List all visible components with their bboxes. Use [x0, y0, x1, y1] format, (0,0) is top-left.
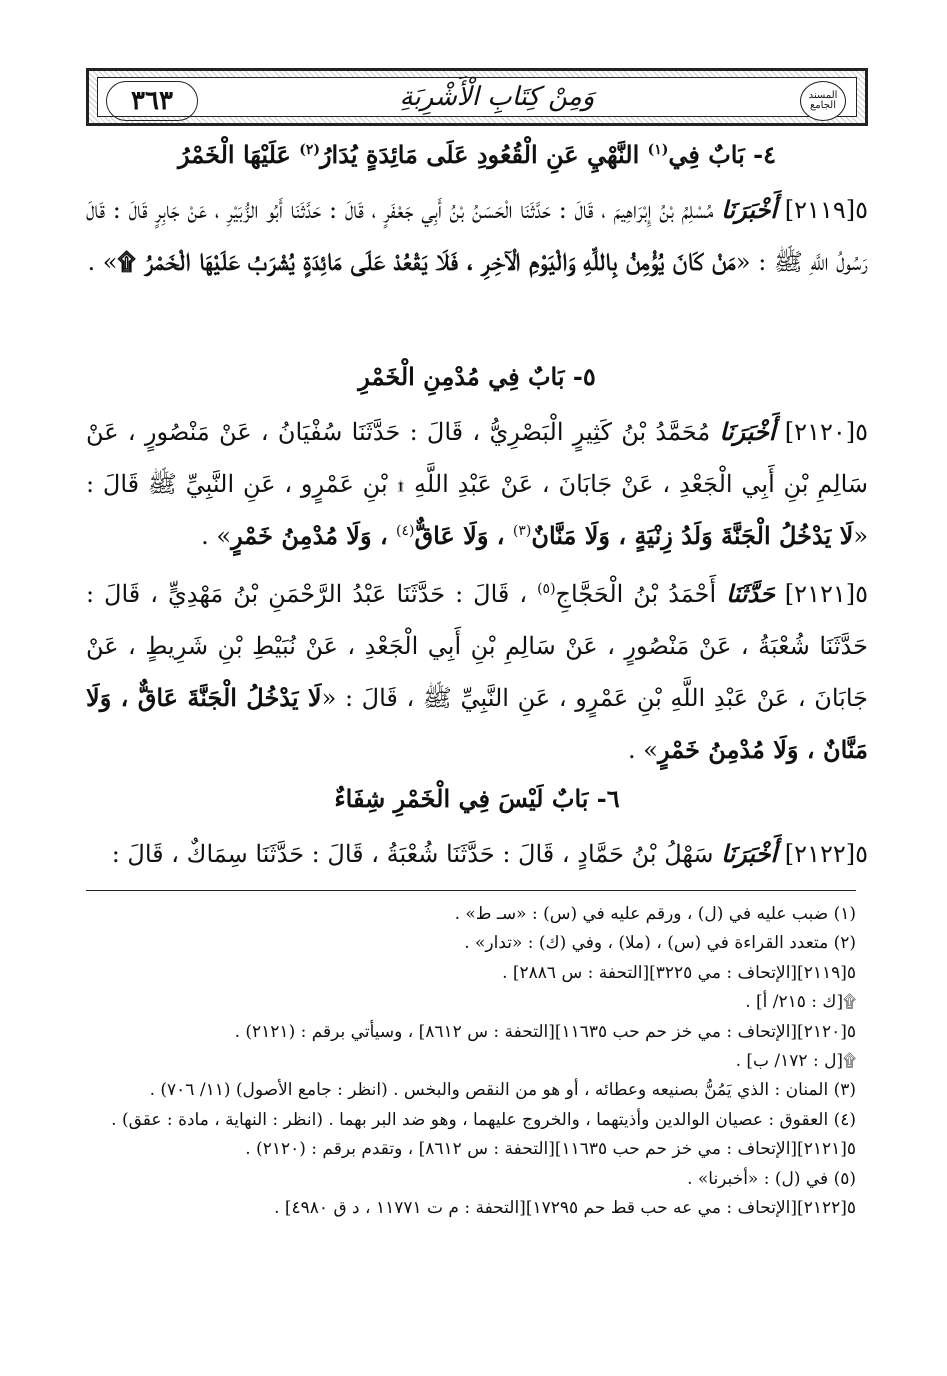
- footnote-line: ۩[ل : ١٧٢/ ب] .: [735, 1051, 856, 1072]
- footnote-ref: (٢): [299, 142, 320, 158]
- chapter-4-title-start: ٤- بَابٌ فِي: [668, 140, 776, 169]
- isnad-text: سَهْلُ بْنُ حَمَّادٍ ، قَالَ : حَدَّثَنَا شُعْبَةُ ، قَالَ : حَدَّثَنَا سِمَاكٌ ، قَالَ :: [111, 840, 722, 868]
- footnote-ref: (٥): [537, 581, 556, 597]
- medallion-text: المسند الجامع: [808, 90, 838, 111]
- closing-quote: » .: [87, 248, 118, 276]
- footnote-line: ٥[٢١٢٢][الإتحاف : مي عه حب قط حم ١٧٢٩٥][التحفة : م ت ١١٧٧١ ، د ق ٤٩٨٠] .: [274, 1198, 856, 1219]
- footnote-line: (٤) العقوق : عصيان الوالدين وأذيتهما ، والخروج عليهما ، وهو ضد البر بهما . (انظر : النهاية ، مادة : عقق) .: [111, 1109, 856, 1130]
- hadith-number: ٥[٢١٢٢]: [784, 840, 868, 868]
- footnote-separator: [86, 890, 856, 891]
- chapter-4-title-end: عَلَيْهَا الْخَمْرُ: [178, 140, 300, 169]
- transmission-verb: أَخْبَرَنَا: [721, 839, 778, 868]
- chapter-4-title-middle: النَّهْيِ عَنِ الْقُعُودِ عَلَى مَائِدَةٍ يُدَارُ: [319, 140, 648, 169]
- footnote-ref: (٣): [512, 523, 532, 539]
- chapter-heading-5: ٥- بَابٌ فِي مُدْمِنِ الْخَمْرِ: [358, 362, 596, 391]
- matn-text: لَا يَدْخُلُ الْجَنَّةَ عَاقٌّ ، وَلَا مَنَّانٌ ، وَلَا مُدْمِنُ خَمْرٍ: [86, 683, 868, 764]
- narrator-name: أَحْمَدُ بْنُ الْحَجَّاجِ: [555, 580, 727, 608]
- hadith-2120: [86, 406, 868, 562]
- footnote-line: ٥[٢١١٩][الإتحاف : مي ٣٢٢٥][التحفة : س ٢٨٨٦] .: [502, 962, 856, 983]
- footnotes: [86, 900, 856, 1223]
- footnote-ref: (٤): [396, 523, 415, 539]
- footnote-line: (١) ضبب عليه في (ل) ، ورقم عليه في (س) : «سـ ط» .: [454, 904, 856, 924]
- hadith-2122: [86, 828, 868, 880]
- transmission-verb: حَدَّثَنَا: [726, 579, 775, 608]
- transmission-verb: أَخْبَرَنَا: [721, 195, 778, 224]
- footnote-line: (٥) في (ل) : «أخبرنا» .: [687, 1168, 856, 1189]
- closing-quote: » .: [628, 736, 658, 764]
- publisher-medallion-icon: [800, 81, 846, 121]
- footnote-line: ٥[٢١٢١][الإتحاف : مي خز حم حب ١١٦٣٥][التحفة : س ٨٦١٢] ، وتقدم برقم : (٢١٢٠) .: [245, 1139, 856, 1160]
- isnad-text: مُسْلِمُ بْنُ إِبْرَاهِيمَ ، قَالَ : حَدَّثَنَا الْحَسَنُ بْنُ أَبِي جَعْفَرٍ ، قَالَ : حَدَّثَنَا أَبُو الزُّبَيْرِ ، عَنْ جَابِرٍ قَالَ : قَالَ رَسُولُ اللَّهِ ﷺ : «: [86, 196, 868, 276]
- closing-quote: » .: [201, 522, 232, 550]
- chapter-heading-4: [86, 140, 868, 169]
- footnote-line: (٢) متعدد القراءة في (س) ، (ملا) ، وفي (ك) : «تدار» .: [464, 933, 856, 954]
- footnote-line: ٥[٢١٢٠][الإتحاف : مي خز حم حب ١١٦٣٥][التحفة : س ٨٦١٢] ، وسيأتي برقم : (٢١٢١) .: [234, 1021, 856, 1042]
- isnad-text: مُحَمَّدُ بْنُ كَثِيرٍ الْبَصْرِيُّ ، قَالَ : حَدَّثَنَا سُفْيَانُ ، عَنْ مَنْصُورٍ ، عَنْ سَالِمِ بْنِ أَبِي الْجَعْدِ ، عَنْ جَابَانَ ، عَنْ عَبْدِ اللَّهِ ۩ بْنِ عَمْرٍو ، عَنِ النَّبِيِّ ﷺ قَالَ : «: [86, 418, 868, 550]
- matn-text: مَنْ كَانَ يُؤْمِنُ بِاللَّهِ وَالْيَوْمِ الْآخِرِ ، فَلَا يَقْعُدْ عَلَى مَائِدَةٍ يُشْرَبُ عَلَيْهَا الْخَمْرُ ۩: [117, 247, 736, 276]
- matn-text: ، وَلَا مُدْمِنُ خَمْرٍ: [231, 521, 397, 550]
- running-title: وَمِنْ كِتَابِ الْأَشْرِبَةِ: [399, 82, 595, 112]
- hadith-number: ٥[٢١٢٠]: [784, 418, 868, 446]
- footnote-line: (٣) المنان : الذي يَمُنُّ بصنيعه وعطائه ، أو هو من النقص والبخس . (انظر : جامع الأصول) (١١/ ٧٠٦) .: [149, 1080, 856, 1101]
- page-number: ٣٦٣: [106, 81, 198, 121]
- hadith-number: ٥[٢١٢١]: [784, 580, 868, 608]
- footnote-line: ۩[ك : ٢١٥/ أ] .: [745, 992, 856, 1013]
- matn-text: ، وَلَا عَاقٌّ: [414, 521, 513, 550]
- hadith-2121: [86, 568, 868, 776]
- chapter-heading-6: ٦- بَابٌ لَيْسَ فِي الْخَمْرِ شِفَاءٌ: [334, 784, 620, 813]
- hadith-2119: [86, 184, 868, 288]
- isnad-text: ، قَالَ : حَدَّثَنَا عَبْدُ الرَّحْمَنِ بْنُ مَهْدِيٍّ ، قَالَ : حَدَّثَنَا شُعْبَةُ ، عَنْ مَنْصُورٍ ، عَنْ سَالِمِ بْنِ أَبِي الْجَعْدِ ، عَنْ نُبَيْطِ بْنِ شَرِيطٍ ، عَنْ جَابَانَ ، عَنْ عَبْدِ اللَّهِ بْنِ عَمْرٍو ، عَنِ النَّبِيِّ ﷺ ، قَالَ : «: [86, 580, 868, 712]
- hadith-number: ٥[٢١١٩]: [784, 196, 868, 224]
- header-frame: [97, 77, 857, 117]
- matn-text: لَا يَدْخُلُ الْجَنَّةَ وَلَدُ زِنْيَةٍ ، وَلَا مَنَّانٌ: [531, 521, 854, 550]
- transmission-verb: أَخْبَرَنَا: [719, 417, 776, 446]
- footnote-ref: (١): [647, 142, 669, 158]
- page-header: [86, 68, 868, 126]
